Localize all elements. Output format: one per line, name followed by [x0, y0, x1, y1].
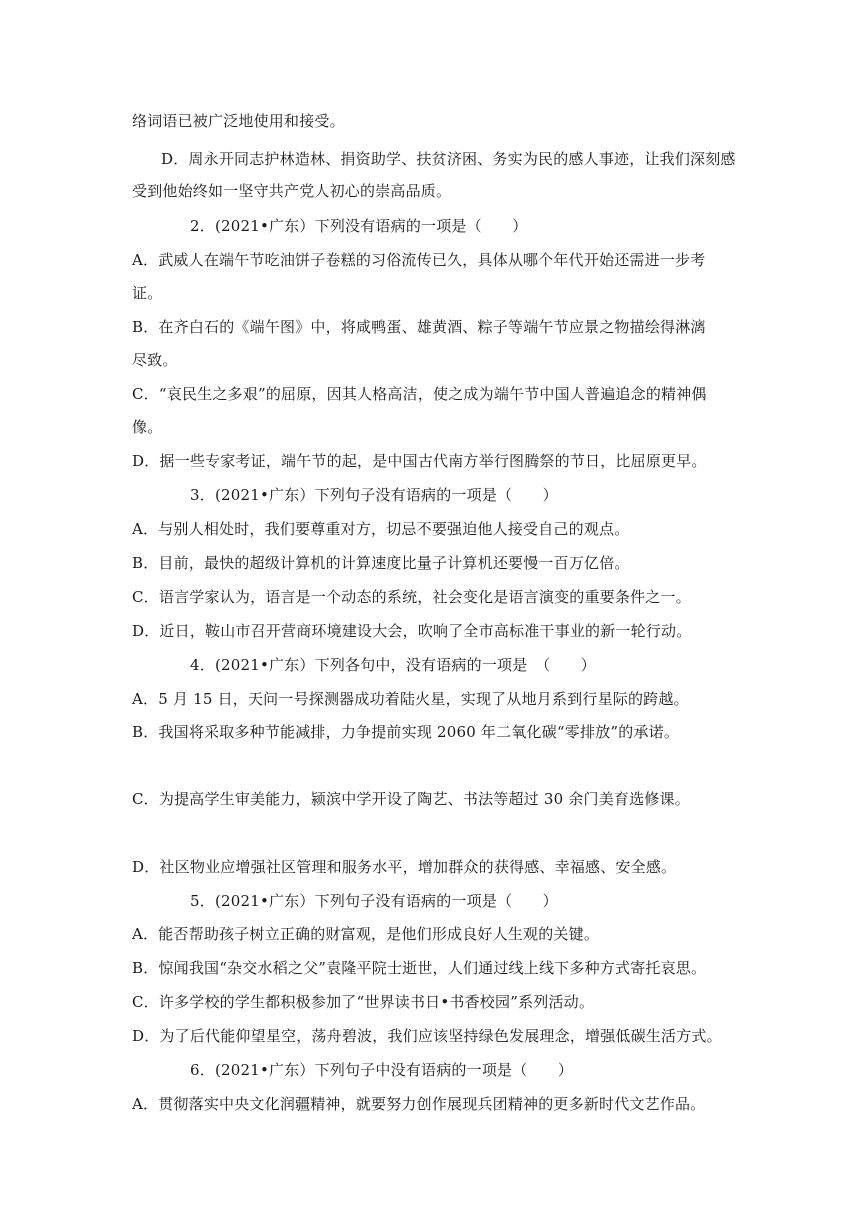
option-b: B．在齐白石的《端午图》中，将咸鸭蛋、雄黄酒、粽子等端午节应景之物描绘得淋漓: [132, 318, 706, 336]
option-d: D．据一些专家考证，端午节的起，是中国古代南方举行图腾祭的节日，比屈原更早。: [132, 452, 707, 470]
question-5: 5．(2021•广东）下列句子没有语病的一项是（ ）: [190, 892, 558, 910]
option-c: C．“哀民生之多艰”的屈原，因其人格高洁，使之成为端午节中国人普遍追念的精神偶: [132, 385, 707, 403]
question-3: 3．(2021•广东）下列句子没有语病的一项是（ ）: [190, 486, 558, 504]
question-6: 6．(2021•广东）下列句子中没有语病的一项是（ ）: [190, 1061, 574, 1079]
option-a: A．能否帮助孩子树立正确的财富观，是他们形成良好人生观的关键。: [132, 925, 600, 943]
option-c: C．为提高学生审美能力，颍滨中学开设了陶艺、书法等超过 30 余门美育选修课。: [132, 790, 690, 808]
option-d: D．近日，鞍山市召开营商环境建设大会，吹响了全市高标准干事业的新一轮行动。: [132, 622, 692, 640]
option-c: C．许多学校的学生都积极参加了“世界读书日•书香校园”系列活动。: [132, 993, 595, 1011]
text-line: 受到他始终如一坚守共产党人初心的崇高品质。: [132, 182, 452, 200]
option-d: D．社区物业应增强社区管理和服务水平，增加群众的获得感、幸福感、安全感。: [132, 858, 677, 876]
option-b: B．目前，最快的超级计算机的计算速度比量子计算机还要慢一百万亿倍。: [132, 554, 630, 572]
text-line: 证。: [132, 284, 163, 302]
question-4: 4．(2021•广东）下列各句中，没有语病的一项是 （ ）: [190, 656, 596, 674]
option-b: B．惊闻我国“杂交水稻之父”袁隆平院士逝世，人们通过线上线下多种方式寄托哀思。: [132, 959, 707, 977]
text-line: 尽致。: [132, 351, 178, 369]
text-line: 像。: [132, 418, 163, 436]
option-b: B．我国将采取多种节能减排，力争提前实现 2060 年二氧化碳“零排放”的承诺。: [132, 723, 680, 741]
option-a: A．武威人在端午节吃油饼子卷糕的习俗流传已久，具体从哪个年代开始还需进一步考: [132, 251, 706, 269]
question-2: 2．(2021•广东）下列没有语病的一项是（ ）: [190, 217, 528, 235]
option-d: D．为了后代能仰望星空，荡舟碧波，我们应该坚持绿色发展理念，增强低碳生活方式。: [132, 1027, 722, 1045]
option-a: A．5 月 15 日，天问一号探测器成功着陆火星，实现了从地月系到行星际的跨越。: [132, 690, 689, 708]
option-a: A．与别人相处时，我们要尊重对方，切忌不要强迫他人接受自己的观点。: [132, 520, 630, 538]
option-d: D．周永开同志护林造林、捐资助学、扶贫济困、务实为民的感人事迹，让我们深刻感: [161, 150, 736, 168]
option-c: C．语言学家认为，语言是一个动态的系统，社会变化是语言演变的重要条件之一。: [132, 588, 691, 606]
text-line: 络词语已被广泛地使用和接受。: [132, 112, 345, 130]
option-a: A．贯彻落实中央文化润疆精神，就要努力创作展现兵团精神的更多新时代文艺作品。: [132, 1095, 706, 1113]
